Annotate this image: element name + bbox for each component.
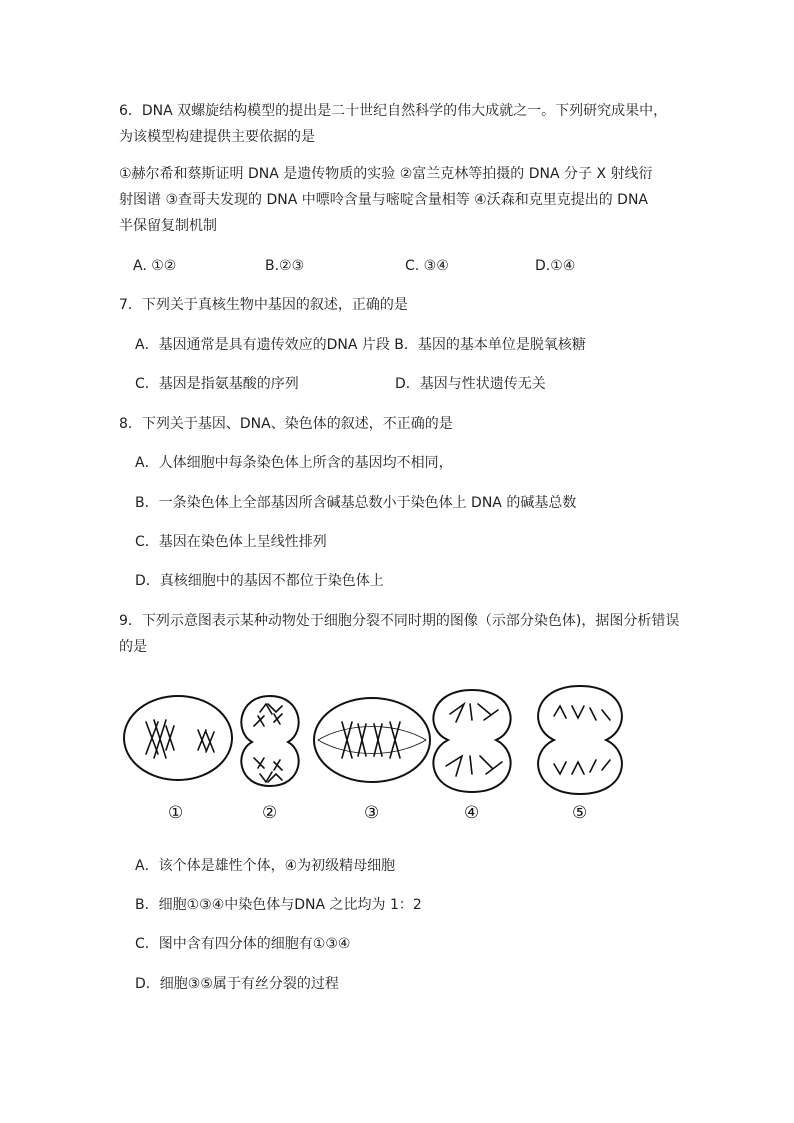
q8-option-a: A．人体细胞中每条染色体上所含的基因均不相同， (135, 455, 453, 471)
q9-option-b: B．细胞①③④中染色体与DNA 之比均为 1：2 (135, 897, 422, 913)
q6-option-c: C. ③④ (405, 258, 449, 274)
q6-option-a: A. ①② (133, 258, 177, 274)
q9-title-line1: 9．下列示意图表示某种动物处于细胞分裂不同时期的图像（示部分染色体)，据图分析错误 (119, 613, 680, 629)
q9-title-line2: 的是 (119, 639, 147, 655)
q8-option-c: C．基因在染色体上呈线性排列 (135, 534, 327, 550)
q9-option-a: A．该个体是雄性个体，④为初级精母细胞 (135, 858, 396, 874)
q8-title: 8．下列关于基因、DNA、染色体的叙述，不正确的是 (119, 416, 453, 432)
q6-option-b: B.②③ (265, 258, 305, 274)
caption-1: ① (168, 803, 184, 823)
q9-option-d: D．细胞③⑤属于有丝分裂的过程 (135, 976, 339, 992)
q6-stem-line1: ①赫尔希和蔡斯证明 DNA 是遗传物质的实验 ②富兰克林等拍摄的 DNA 分子 X 射线衍 (119, 166, 653, 182)
cell-5 (538, 686, 622, 794)
q8-option-d: D．真核细胞中的基因不都位于染色体上 (135, 573, 384, 589)
q7-title: 7．下列关于真核生物中基因的叙述，正确的是 (119, 297, 408, 313)
cell-4 (433, 690, 510, 792)
caption-2: ② (262, 803, 278, 823)
q6-option-d: D.①④ (535, 258, 576, 274)
q7-options-ab: A．基因通常是具有遗传效应的DNA 片段 B．基因的基本单位是脱氧核糖 (135, 337, 586, 353)
cell-3 (314, 698, 430, 782)
q6-title-line1: 6．DNA 双螺旋结构模型的提出是二十世纪自然科学的伟大成就之一。下列研究成果中， (119, 103, 668, 119)
caption-3: ③ (364, 803, 380, 823)
caption-5: ⑤ (572, 803, 588, 823)
cell-2 (241, 696, 298, 786)
q8-option-b: B．一条染色体上全部基因所含碱基总数小于染色体上 DNA 的碱基总数 (135, 495, 577, 511)
q6-title-line2: 为该模型构建提供主要依据的是 (119, 129, 315, 145)
q7-option-d: D．基因与性状遗传无关 (395, 376, 546, 392)
q7-option-c: C．基因是指氨基酸的序列 (135, 376, 299, 392)
q6-stem-line3: 半保留复制机制 (119, 218, 217, 234)
q9-option-c: C．图中含有四分体的细胞有①③④ (135, 936, 351, 952)
cell-division-figure (118, 682, 648, 832)
cell-1 (124, 696, 232, 780)
q6-stem-line2: 射图谱 ③查哥夫发现的 DNA 中嘌呤含量与嘧啶含量相等 ④沃森和克里克提出的 DNA (119, 192, 649, 208)
caption-4: ④ (464, 803, 480, 823)
